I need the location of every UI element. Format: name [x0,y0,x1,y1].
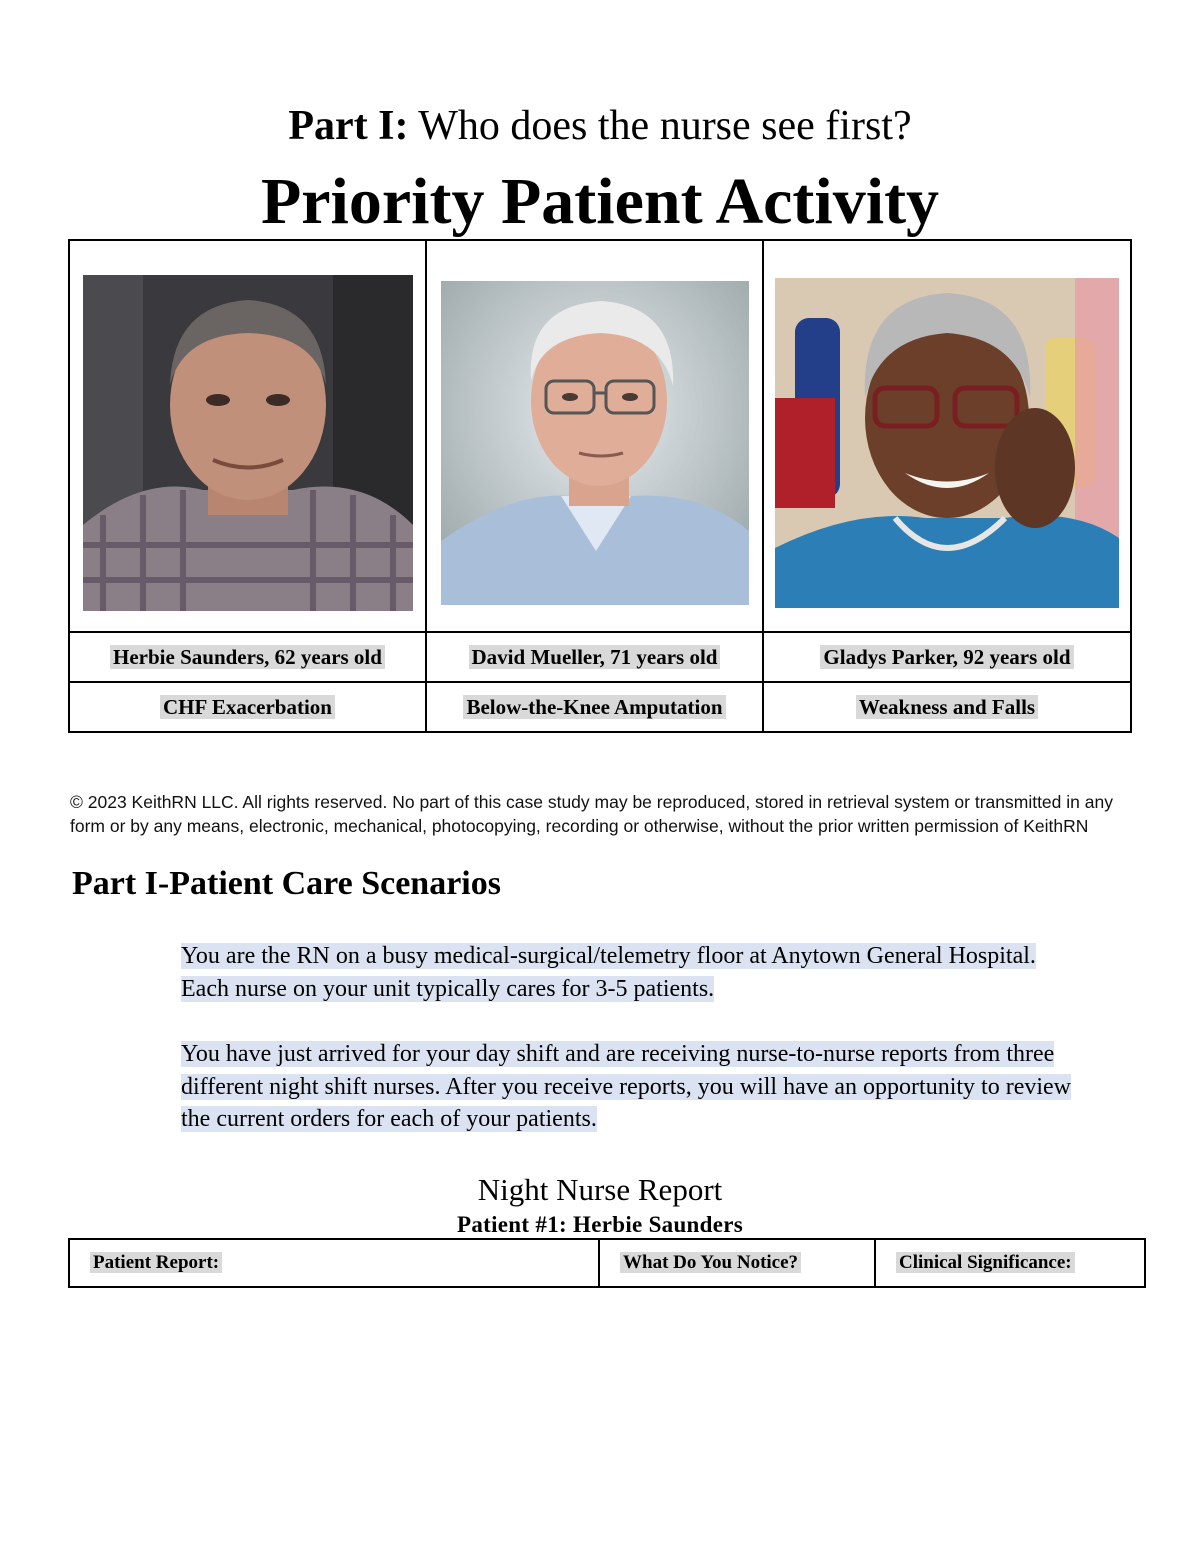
patients-table [68,239,1132,733]
patient-photo-cell [763,240,1131,632]
report-column-header [69,1239,599,1287]
report-table [68,1238,1146,1288]
scenario-paragraph-1 [181,940,1081,1005]
condition-row [69,682,1131,732]
patient-photo-cell [426,240,763,632]
patient-photo-cell [69,240,426,632]
photo-row [69,240,1131,632]
patient-name: Herbie Saunders, 62 years old [110,645,385,669]
scenario-paragraph-2 [181,1038,1081,1136]
section-title: Part I-Patient Care Scenarios [72,865,501,902]
report-column-label: What Do You Notice? [620,1252,801,1273]
scenario-text-2: You have just arrived for your day shift and are receiving nurse-to-nurse reports from three different night shift nurses. After you receive reports, you will have an opportunity to review the current orders for each of your patients. [181,1041,1071,1132]
part-question: Who does the nurse see first? [408,103,912,149]
scenario-text-1: You are the RN on a busy medical-surgical/telemetry floor at Anytown General Hospital. Each nurse on your unit typically cares for 3-5 patients. [181,943,1036,1002]
report-column-label: Patient Report: [90,1252,222,1273]
patient-name: David Mueller, 71 years old [469,645,721,669]
patient-name-cell [426,632,763,682]
page-title: Priority Patient Activity [260,165,940,238]
report-column-label: Clinical Significance: [896,1252,1075,1273]
patient-name-cell [763,632,1131,682]
patient-condition: Weakness and Falls [856,695,1038,719]
patient-photo-gladys [775,278,1119,608]
patient-name: Gladys Parker, 92 years old [820,645,1073,669]
patient-name-cell [69,632,426,682]
patient-condition-cell [763,682,1131,732]
report-column-header [599,1239,875,1287]
part-label: Part I: [288,103,409,149]
patient-condition: Below-the-Knee Amputation [463,695,725,719]
patient-condition: CHF Exacerbation [160,695,335,719]
copyright-notice: © 2023 KeithRN LLC. All rights reserved. No part of this case study may be reproduced, stored in retrieval system or transmitted in any form or by any means, electronic, mechanical, photocopying, recording or otherwise, without the prior written permission of KeithRN [70,792,1113,836]
report-header-row [69,1239,1145,1287]
part-heading [0,98,1200,154]
patient-condition-cell [69,682,426,732]
report-title: Night Nurse Report [477,1172,723,1207]
patient-photo-herbie [83,275,413,611]
name-row [69,632,1131,682]
report-column-header [875,1239,1145,1287]
patient-photo-david [441,281,749,605]
patient-condition-cell [426,682,763,732]
report-patient-subtitle: Patient #1: Herbie Saunders [457,1212,743,1237]
